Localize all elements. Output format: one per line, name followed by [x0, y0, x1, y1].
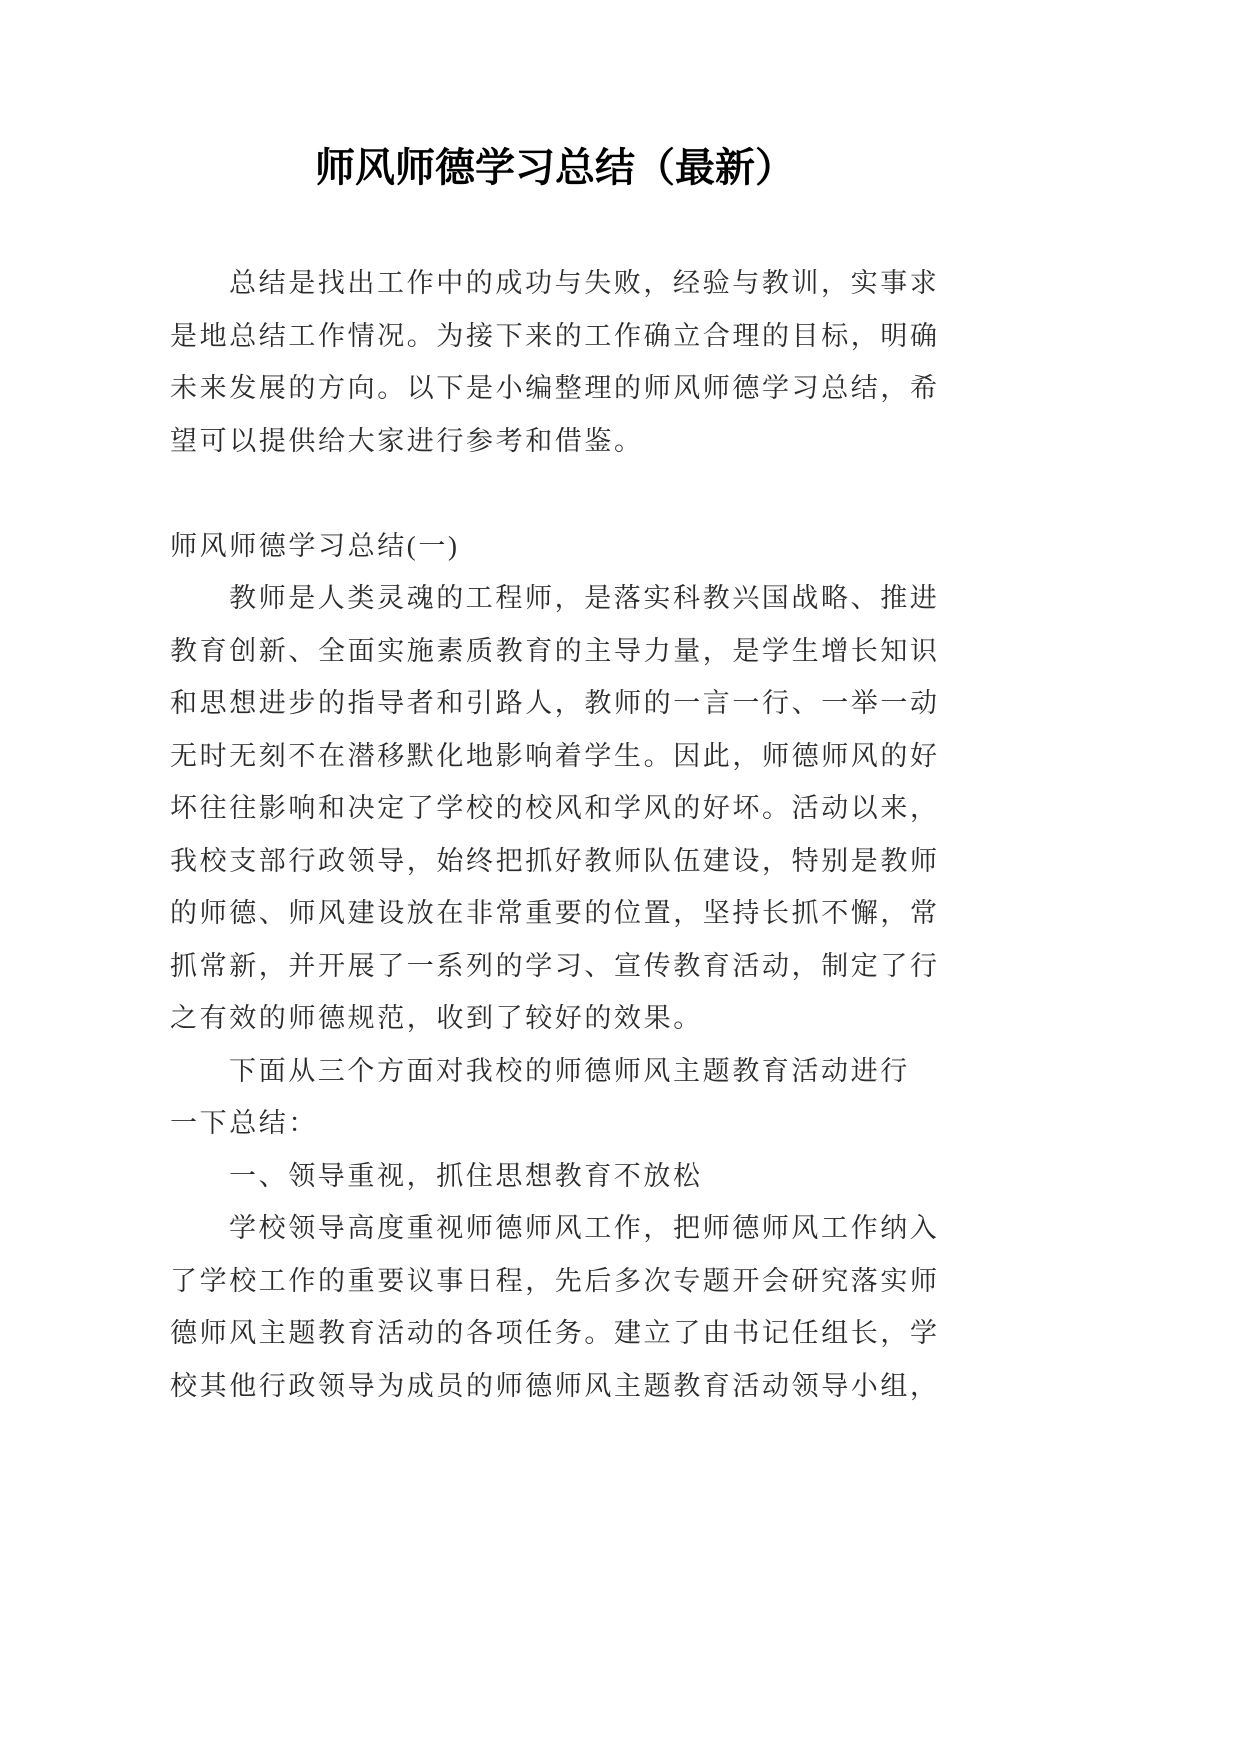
subsection-heading	[170, 1150, 960, 1203]
paragraph-line: 教师是人类灵魂的工程师，是落实科教兴国战略、推进	[229, 583, 940, 613]
paragraph-line: 未来发展的方向。以下是小编整理的师风师德学习总结，希	[170, 373, 940, 403]
blank-line	[170, 467, 960, 520]
paragraph-line: 望可以提供给大家进行参考和借鉴。	[170, 425, 644, 456]
paragraph-line: 之有效的师德规范，收到了较好的效果。	[170, 1003, 703, 1033]
paragraph-line: 坏往往影响和决定了学校的校风和学风的好坏。活动以来，	[170, 793, 940, 823]
body-paragraph	[170, 1045, 960, 1150]
body-paragraph	[170, 1202, 960, 1412]
paragraph-line: 是地总结工作情况。为接下来的工作确立合理的目标，明确	[170, 320, 940, 351]
paragraph-line: 一下总结：	[170, 1108, 318, 1138]
document-body	[170, 257, 960, 1412]
paragraph-line: 的师德、师风建设放在非常重要的位置，坚持长抓不懈，常	[170, 898, 940, 928]
paragraph-line: 校其他行政领导为成员的师德师风主题教育活动领导小组，	[170, 1370, 940, 1401]
paragraph-line: 我校支部行政领导，始终把抓好教师队伍建设，特别是教师	[170, 845, 940, 876]
paragraph-line: 教育创新、全面实施素质教育的主导力量，是学生增长知识	[170, 635, 940, 666]
paragraph-line: 总结是找出工作中的成功与失败，经验与教训，实事求	[229, 268, 940, 298]
document-title: 师风师德学习总结（最新）	[315, 145, 795, 190]
body-paragraph	[170, 572, 960, 1045]
paragraph-line: 一、领导重视，抓住思想教育不放松	[229, 1160, 703, 1191]
paragraph-line: 了学校工作的重要议事日程，先后多次专题开会研究落实师	[170, 1265, 940, 1296]
paragraph-line: 抓常新，并开展了一系列的学习、宣传教育活动，制定了行	[170, 950, 940, 981]
paragraph-line: 德师风主题教育活动的各项任务。建立了由书记任组长，学	[170, 1318, 940, 1348]
paragraph-line: 和思想进步的指导者和引路人，教师的一言一行、一举一动	[170, 688, 940, 718]
paragraph-line: 下面从三个方面对我校的师德师风主题教育活动进行	[229, 1055, 910, 1086]
paragraph-line: 无时无刻不在潜移默化地影响着学生。因此，师德师风的好	[170, 740, 940, 771]
paragraph-line: 学校领导高度重视师德师风工作，把师德师风工作纳入	[229, 1213, 940, 1243]
section-heading: 师风师德学习总结(一)	[170, 530, 460, 561]
intro-paragraph	[170, 257, 960, 467]
